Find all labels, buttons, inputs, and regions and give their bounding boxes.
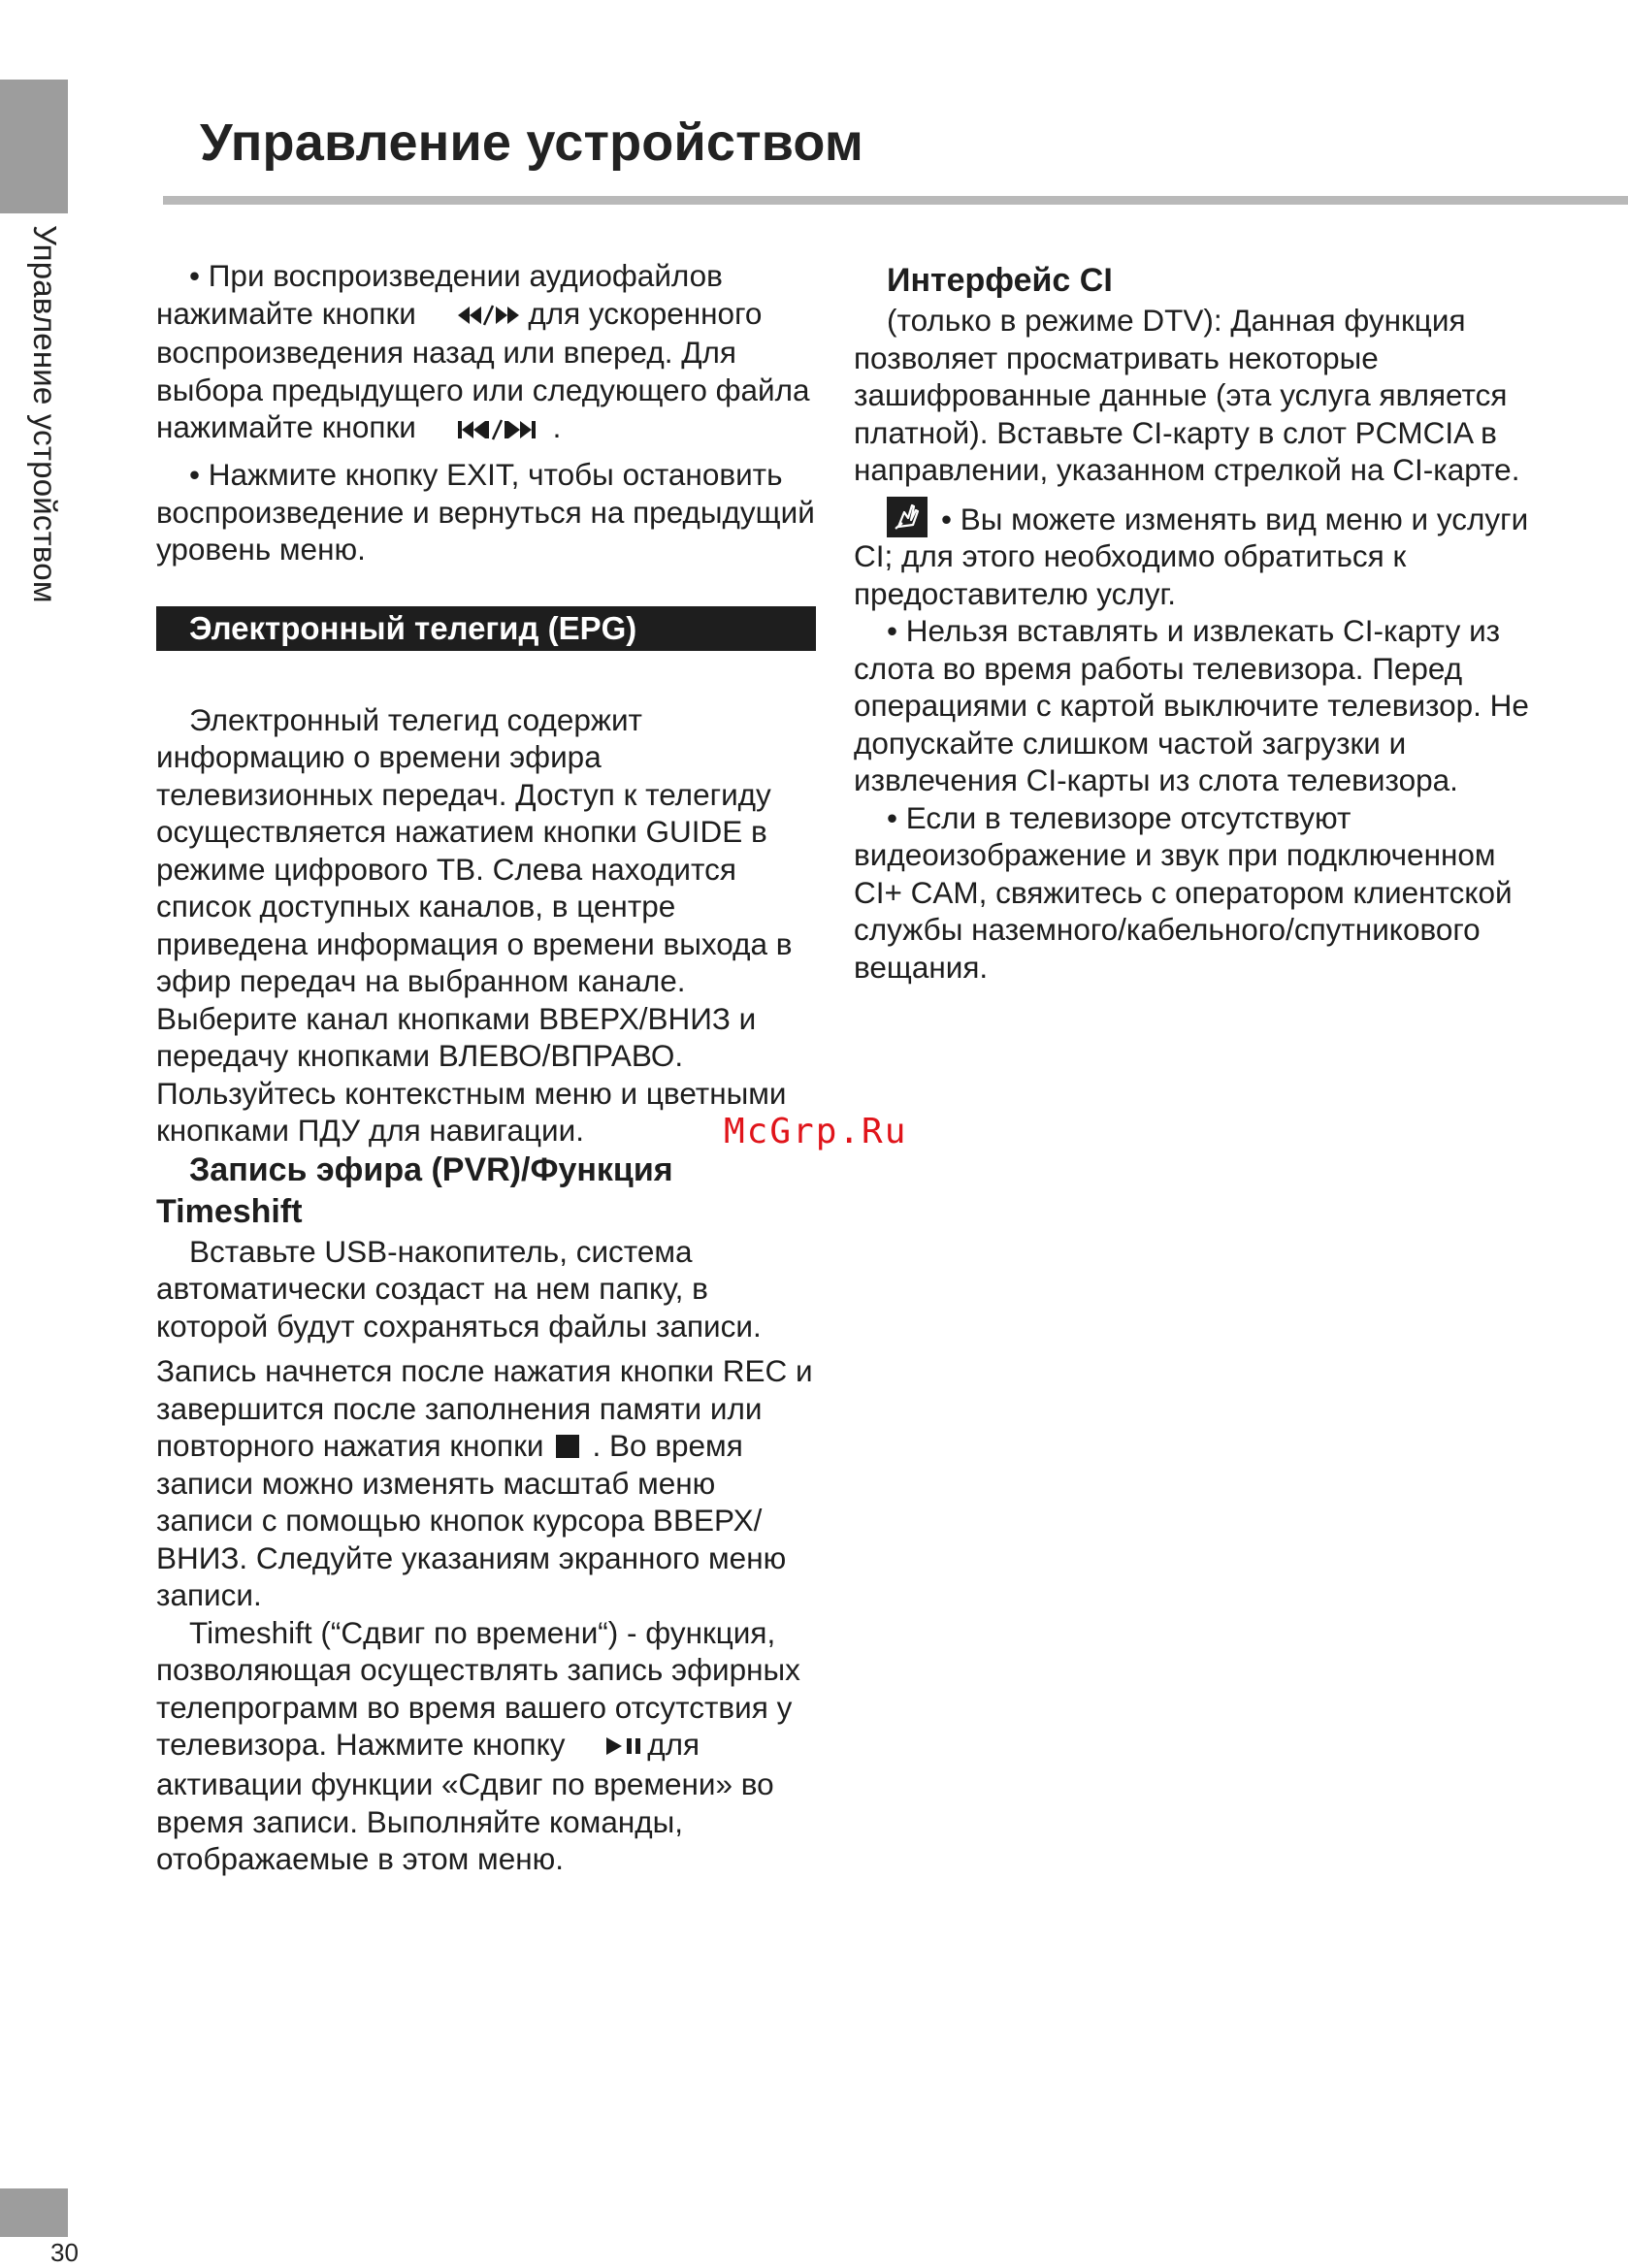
pvr-paragraph-1: Вставьте USB-накопитель, система автоматически создаст на нем папку, в которой будут сохраняться файлы записи. bbox=[156, 1233, 762, 1344]
stop-icon bbox=[556, 1435, 579, 1458]
ci-paragraph: (только в режиме DTV): Данная функция позволяет просматривать некоторые зашифрованные данные (эта услуга является платной). Вставьте CI-карту в слот PCMCIA в направлении, указанном стрелкой на CI-карте. bbox=[854, 303, 1520, 487]
pvr-heading-line-2: Timeshift bbox=[156, 1192, 303, 1230]
page-title: Управление устройством bbox=[200, 113, 864, 172]
pvr-heading-line-1: Запись эфира (PVR)/Функция bbox=[189, 1150, 673, 1188]
left-column bbox=[156, 257, 816, 1878]
page-number: 30 bbox=[50, 2238, 79, 2267]
pvr-paragraph-2 bbox=[156, 1352, 816, 1614]
side-section-label: Управление устройством bbox=[27, 225, 63, 603]
epg-paragraph: Электронный телегид содержит информацию о времени эфира телевизионных передач. Доступ к телегиду осуществляется нажатием кнопки GUIDE в режиме цифрового ТВ. Слева находится список доступных каналов, в центре приведена информация о времени выхода в эфир передач на выбранном канале. Выберите канал кнопками ВВЕРХ/ВНИЗ и передачу кнопками ВЛЕВО/ВПРАВО. Пользуйтесь контекстным меню и цветными кнопками ПДУ для навигации. bbox=[156, 701, 793, 1149]
ci-note-1 bbox=[854, 497, 1552, 613]
ci-note-2: • Нельзя вставлять и извлекать CI-карту из слота во время работы телевизора. Перед операциями с картой выключите телевизор. Не допускайте слишком частой загрузки и извлечения CI-карты из слота телевизора. bbox=[854, 613, 1529, 797]
pvr-paragraph-2-text-1: Запись начнется после нажатия кнопки REC и завершится после заполнения памяти или повторного нажатия кнопки bbox=[156, 1353, 813, 1464]
rewind-fast-forward-icon bbox=[425, 297, 520, 335]
audio-bullet-text-3: . bbox=[552, 409, 562, 445]
epg-heading: Электронный телегид (EPG) bbox=[156, 606, 816, 651]
ci-note-1-text: • Вы можете изменять вид меню и услуги CI; для этого необходимо обратиться к предоставителю услуг. bbox=[854, 501, 1529, 611]
previous-next-icon bbox=[425, 411, 553, 449]
pvr-heading bbox=[156, 1150, 816, 1233]
right-column bbox=[854, 260, 1552, 986]
audio-bullet-text-1: • При воспроизведении аудиофайлов нажимайте кнопки bbox=[156, 258, 723, 331]
page-number-tab bbox=[0, 2188, 68, 2237]
note-hand-icon bbox=[887, 497, 928, 537]
play-pause-icon bbox=[573, 1729, 647, 1766]
ci-note-3: • Если в телевизоре отсутствуют видеоизображение и звук при подключенном CI+ CAM, свяжитесь с оператором клиентской службы наземного/кабельного/спутникового вещания. bbox=[854, 799, 1513, 985]
timeshift-text-2: для активации функции «Сдвиг по времени» во время записи. Выполняйте команды, отображаемые в этом меню. bbox=[156, 1727, 774, 1877]
watermark: McGrp.Ru bbox=[724, 1112, 908, 1151]
exit-bullet: • Нажмите кнопку EXIT, чтобы остановить воспроизведение и вернуться на предыдущий уровень меню. bbox=[156, 457, 815, 567]
pvr-paragraph-2-text-2: . Во время записи можно изменять масштаб меню записи с помощью кнопок курсора ВВЕРХ/ВНИЗ. Следуйте указаниям экранного меню записи. bbox=[156, 1428, 787, 1613]
title-rule bbox=[163, 196, 1628, 205]
ci-heading: Интерфейс CI bbox=[887, 262, 1113, 299]
timeshift-paragraph bbox=[156, 1614, 816, 1878]
audio-bullet bbox=[156, 257, 816, 448]
timeshift-text-1: Timeshift (“Сдвиг по времени“) - функция, позволяющая осуществлять запись эфирных телепрограмм во время вашего отсутствия у телевизора. Нажмите кнопку bbox=[156, 1614, 800, 1763]
audio-bullet-text-2: для ускоренного воспроизведения назад или вперед. Для выбора предыдущего или следующего файла нажимайте кнопки bbox=[156, 295, 810, 445]
side-tab-marker bbox=[0, 80, 68, 213]
